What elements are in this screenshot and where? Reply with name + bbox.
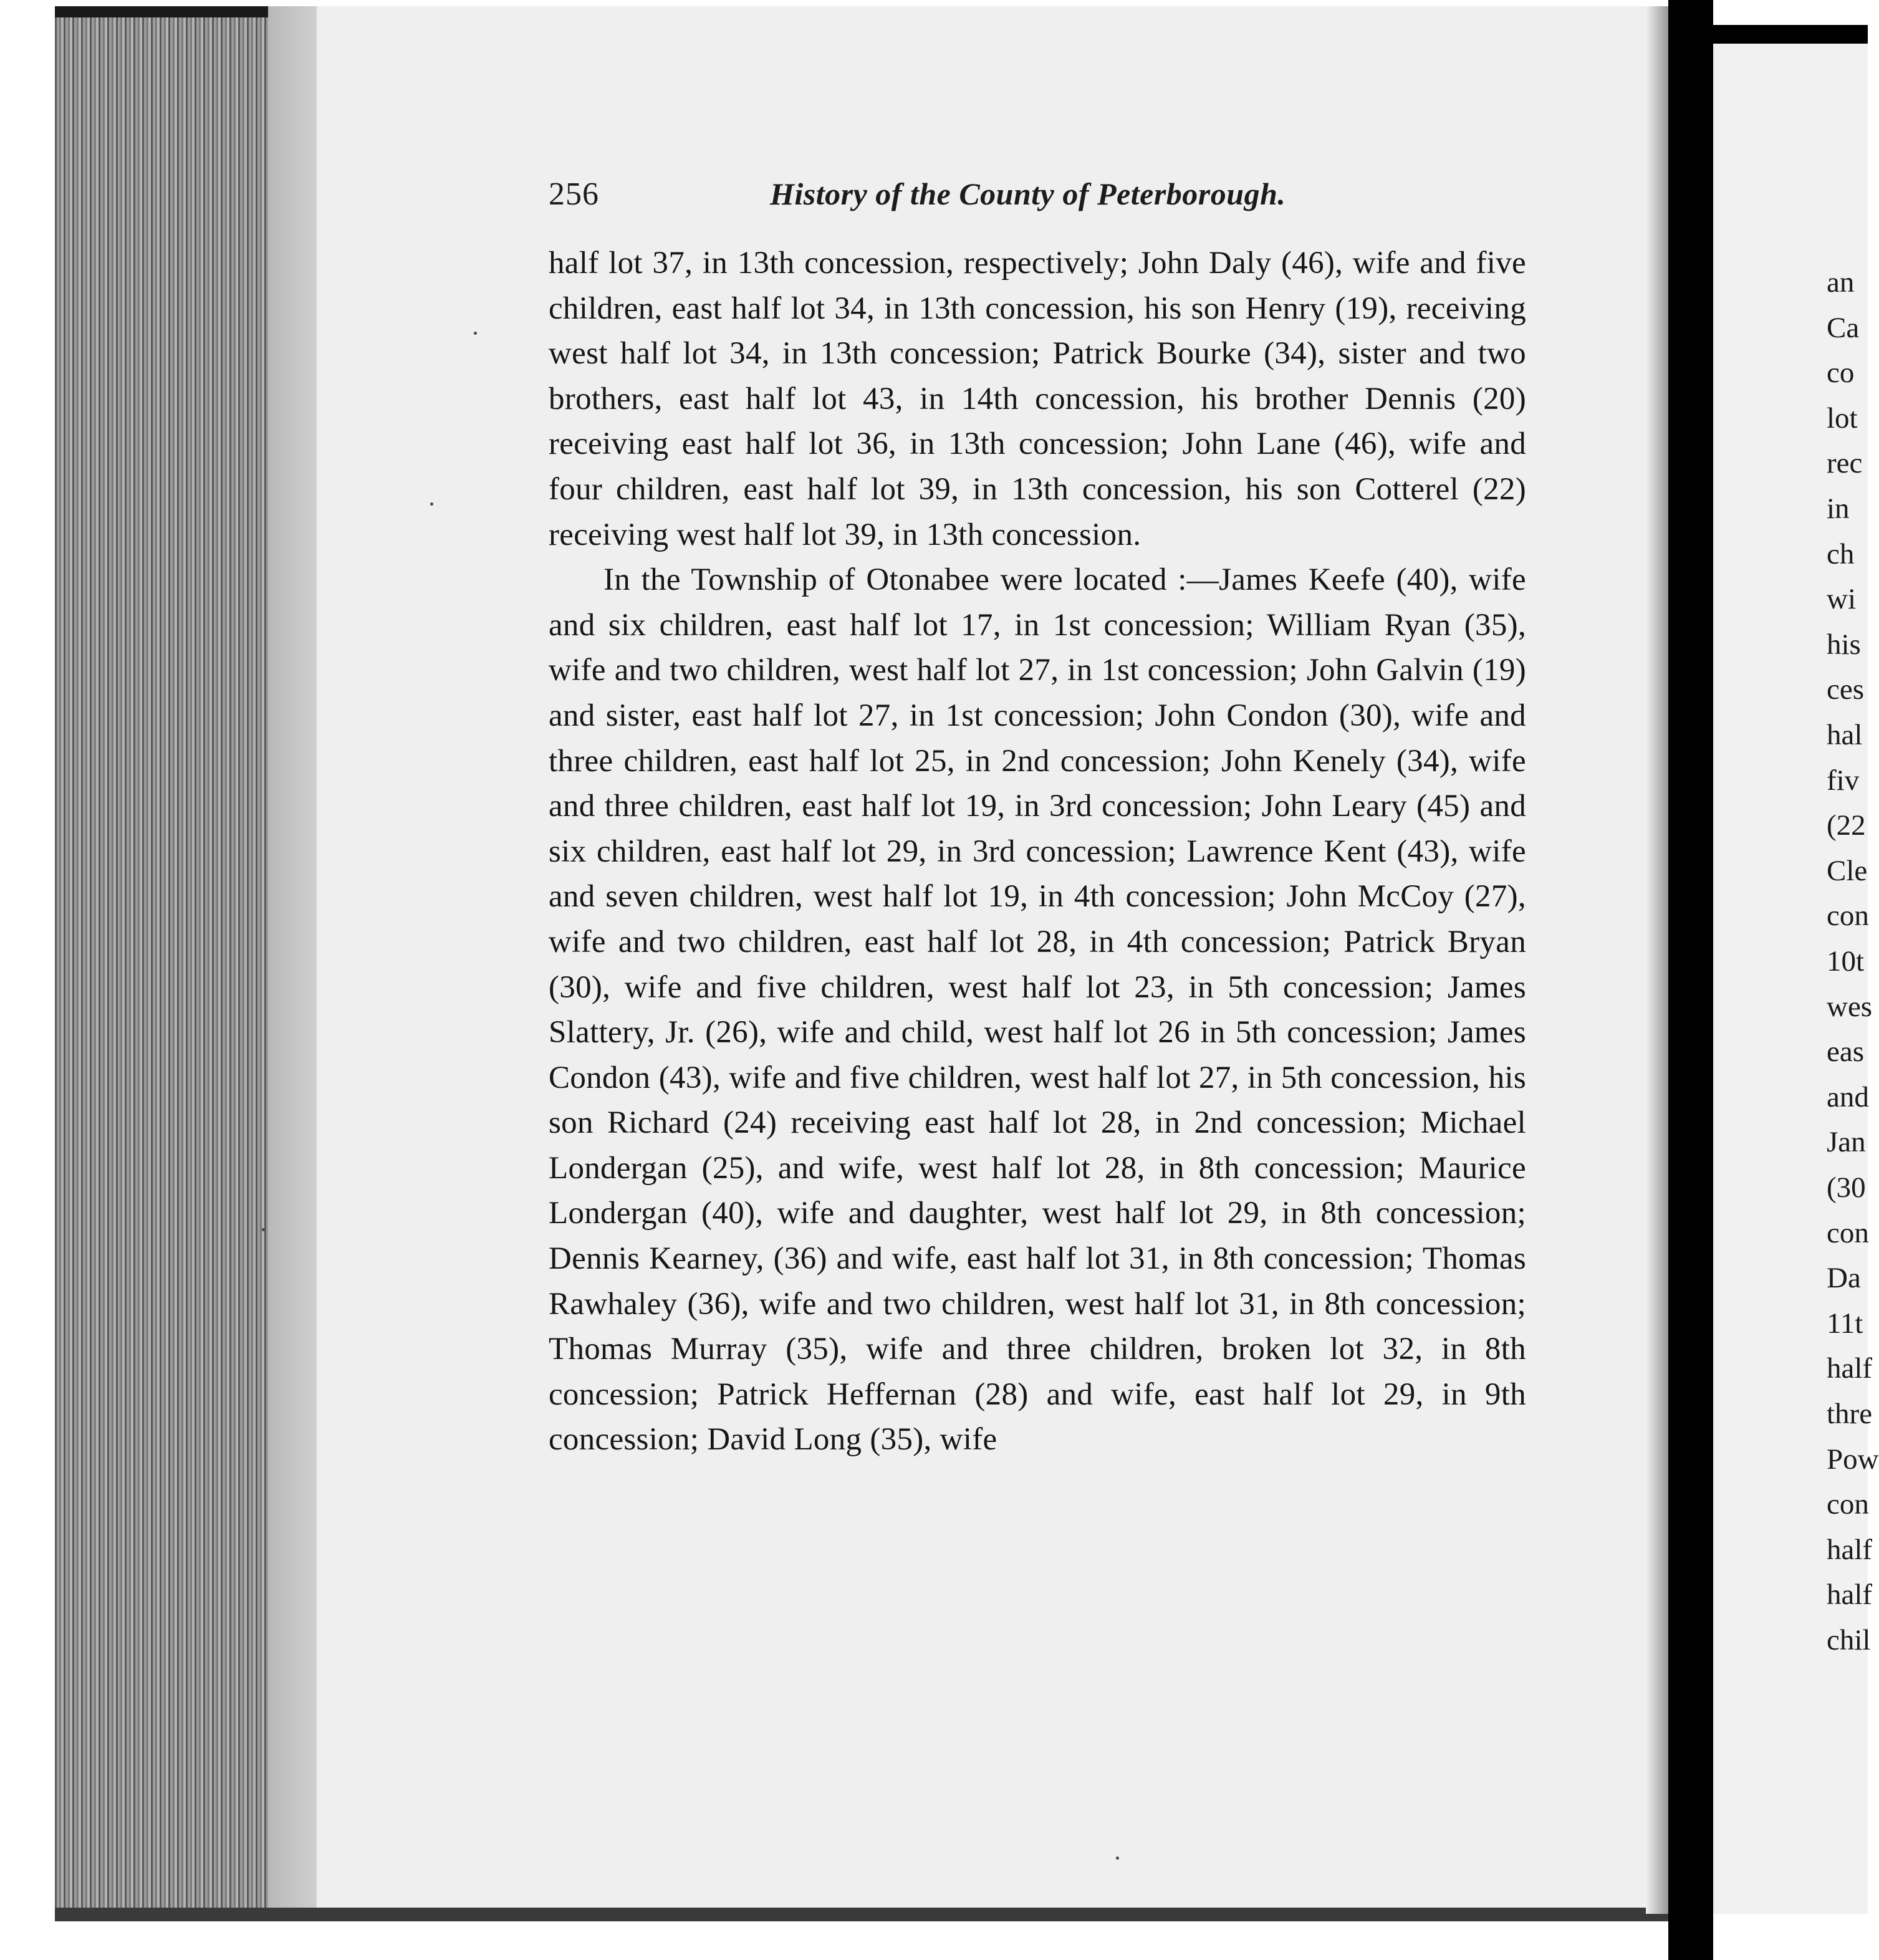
facing-page-fragment: con <box>1827 1216 1869 1249</box>
scan-speck <box>1116 1857 1119 1860</box>
scan-speck <box>262 1228 265 1231</box>
facing-page-fragment: his <box>1827 628 1861 661</box>
facing-page-fragment: thre <box>1827 1398 1873 1430</box>
facing-page-fragment: chil <box>1827 1624 1871 1656</box>
page-bottom-edge <box>55 1908 1668 1921</box>
page-edge-shading <box>268 6 317 1920</box>
facing-page-fragment: ch <box>1827 537 1855 570</box>
running-title: History of the County of Peterborough. <box>770 176 1286 211</box>
facing-page-fragment: con <box>1827 900 1869 933</box>
facing-page-fragment: in <box>1827 492 1850 525</box>
scan-speck <box>430 502 433 506</box>
facing-page-fragment: 10t <box>1827 945 1865 978</box>
facing-page-fragment: Cle <box>1827 854 1868 887</box>
facing-page-fragment: con <box>1827 1488 1869 1521</box>
page-body <box>549 241 1526 1463</box>
facing-page-fragment: half <box>1827 1578 1873 1612</box>
facing-page-fragment: and <box>1827 1080 1869 1113</box>
facing-page-fragment: co <box>1827 357 1855 390</box>
facing-page-fragment: 11t <box>1827 1307 1863 1340</box>
facing-page-fragment: wi <box>1827 583 1856 616</box>
gutter-shade <box>1646 6 1671 1914</box>
facing-page-top-frame <box>1713 25 1868 44</box>
facing-page-fragment: an <box>1827 266 1855 299</box>
facing-page-fragment: Da <box>1827 1262 1861 1295</box>
book-gutter <box>1668 0 1713 1960</box>
scan-speck <box>474 332 477 335</box>
facing-page-fragment: (22 <box>1827 809 1866 842</box>
page-number: 256 <box>549 176 599 212</box>
facing-page-fragment: fiv <box>1827 764 1860 797</box>
paragraph-continuation: half lot 37, in 13th concession, respectively; John Daly (46), wife and five children, east half lot 34, in 13th concession, his son Henry (19), receiving west half lot 34, in 13th concession; Patrick Bourke (34), sister and two brothers, east half lot 43, in 14th concession, his brother Dennis (20) receiving east half lot 36, in 13th concession; John Lane (46), wife and four children, east half lot 39, in 13th concession, his son Cotterel (22) receiving west half lot 39, in 13th concession. <box>549 246 1526 552</box>
facing-page-fragment: lot <box>1827 401 1858 435</box>
facing-page-fragment: half <box>1827 1352 1873 1385</box>
facing-page-fragment: Jan <box>1827 1126 1866 1159</box>
facing-page-fragment: half <box>1827 1533 1873 1566</box>
facing-page-fragment: (30 <box>1827 1171 1866 1204</box>
facing-page-fragment: eas <box>1827 1035 1865 1069</box>
facing-page-fragment: rec <box>1827 447 1863 480</box>
facing-page-bottom <box>1713 1914 1868 1960</box>
facing-page-fragment: hal <box>1827 719 1863 751</box>
facing-page-fragment: wes <box>1827 990 1873 1023</box>
facing-page-fragment: Pow <box>1827 1443 1879 1476</box>
facing-page-fragment: Ca <box>1827 311 1860 344</box>
facing-page-fragment: ces <box>1827 673 1865 706</box>
paragraph-otonabee: In the Township of Otonabee were located :—James Keefe (40), wife and six children, east half lot 17, in 1st concession; William Ryan (35), wife and two children, west half lot 27, in 1st concession; John Galvin (19) and sister, east half lot 27, in 1st concession; John Condon (30), wife and three children, east half lot 25, in 2nd concession; John Kenely (34), wife and three children, east half lot 19, in 3rd concession; John Leary (45) and six children, east half lot 29, in 3rd concession; Lawrence Kent (43), wife and seven children, west half lot 19, in 4th concession; John McCoy (27), wife and two children, east half lot 28, in 4th concession; Patrick Bryan (30), wife and five children, west half lot 23, in 5th concession; James Slattery, Jr. (26), wife and child, west half lot 26 in 5th concession; James Condon (43), wife and five children, west half lot 27, in 5th concession, his son Richard (24) receiving east half lot 28, in 2nd concession; Michael Londergan (25), and wife, west half lot 28, in 8th concession; Maurice Londergan (40), wife and daughter, west half lot 29, in 8th concession; Dennis Kearney, (36) and wife, east half lot 31, in 8th concession; Thomas Rawhaley (36), wife and two children, west half lot 31, in 8th concession; Thomas Murray (35), wife and three children, broken lot 32, in 8th concession; Patrick Heffernan (28) and wife, east half lot 29, in 9th concession; David Long (35), wife <box>549 562 1526 1458</box>
